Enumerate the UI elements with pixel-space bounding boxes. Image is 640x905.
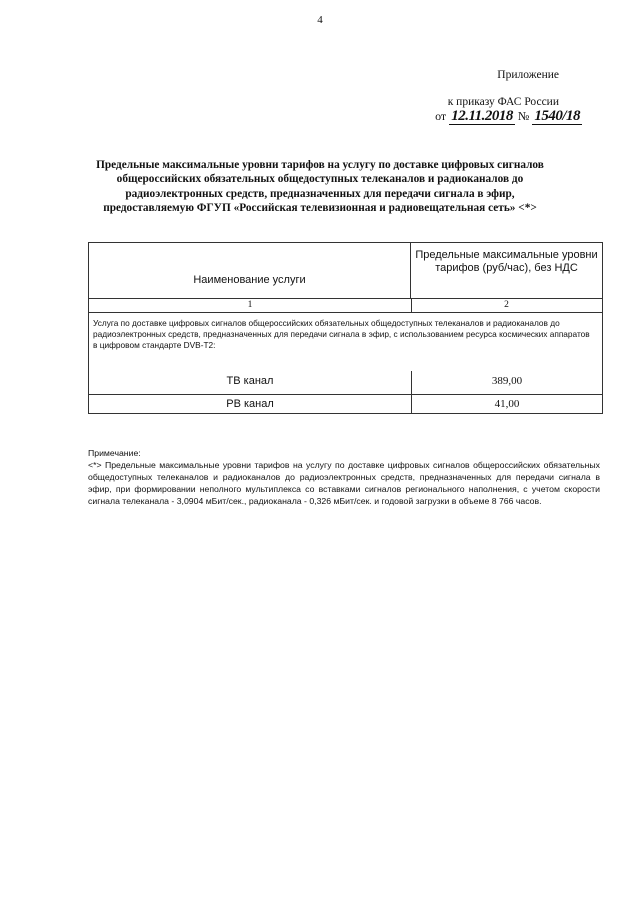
column-header-service: Наименование услуги (89, 243, 411, 298)
column-number-row (89, 298, 602, 313)
appendix-label: Приложение (497, 69, 559, 81)
row-value-tv: 389,00 (411, 371, 602, 394)
row-value-rv: 41,00 (411, 394, 602, 413)
handwritten-date: 12.11.2018 (451, 108, 513, 124)
order-reference: к приказу ФАС России (447, 96, 559, 108)
tariff-table (88, 242, 603, 414)
row-name-tv: ТВ канал (226, 375, 274, 387)
order-date-number (435, 108, 582, 125)
column-number-2: 2 (504, 300, 509, 310)
table-row (89, 371, 602, 395)
table-header-row (89, 243, 602, 299)
date-prefix: от (435, 109, 447, 123)
number-sign: № (517, 109, 530, 123)
handwritten-number: 1540/18 (534, 108, 580, 124)
service-description: Услуга по доставке цифровых сигналов общероссийских обязательных общедоступных телеканалов и радиоканалов до радиоэлектронных средств, предназначенных для передачи сигнала в эфир, с использованием ресурса космических аппаратов в цифровом стандарте DVB-T2: (93, 318, 590, 350)
column-number-1: 1 (89, 298, 412, 312)
document-title: Предельные максимальные уровни тарифов на услугу по доставке цифровых сигналов общероссийских обязательных общедоступных телеканалов и радиоканалов до радиоэлектронных средств, предназначенных для передачи сигнала в эфир, предоставляемую ФГУП «Российская телевизионная и радиовещательная сеть» <*> (96, 159, 544, 214)
column-header-tariff: Предельные максимальные уровни тарифов (руб/час), без НДС (415, 249, 598, 274)
table-row (89, 394, 602, 413)
footnote (88, 447, 600, 507)
page-number: 4 (317, 14, 323, 26)
footnote-label: Примечание: (88, 448, 141, 458)
footnote-text: <*> Предельные максимальные уровни тарифов на услугу по доставке цифровых сигналов общероссийских обязательных общедоступных телеканалов и радиоканалов до радиоэлектронных средств, предназначенных для передачи сигнала в эфир, при формировании неполного мультиплекса со вставками сигналов регионального наполнения, с учетом скорости сигнала телеканала - 3,0904 мБит/сек., радиоканала - 0,326 мБит/сек. и годовой загрузки в объеме 8 766 часов. (88, 460, 600, 506)
row-name-rv: РВ канал (226, 398, 274, 410)
